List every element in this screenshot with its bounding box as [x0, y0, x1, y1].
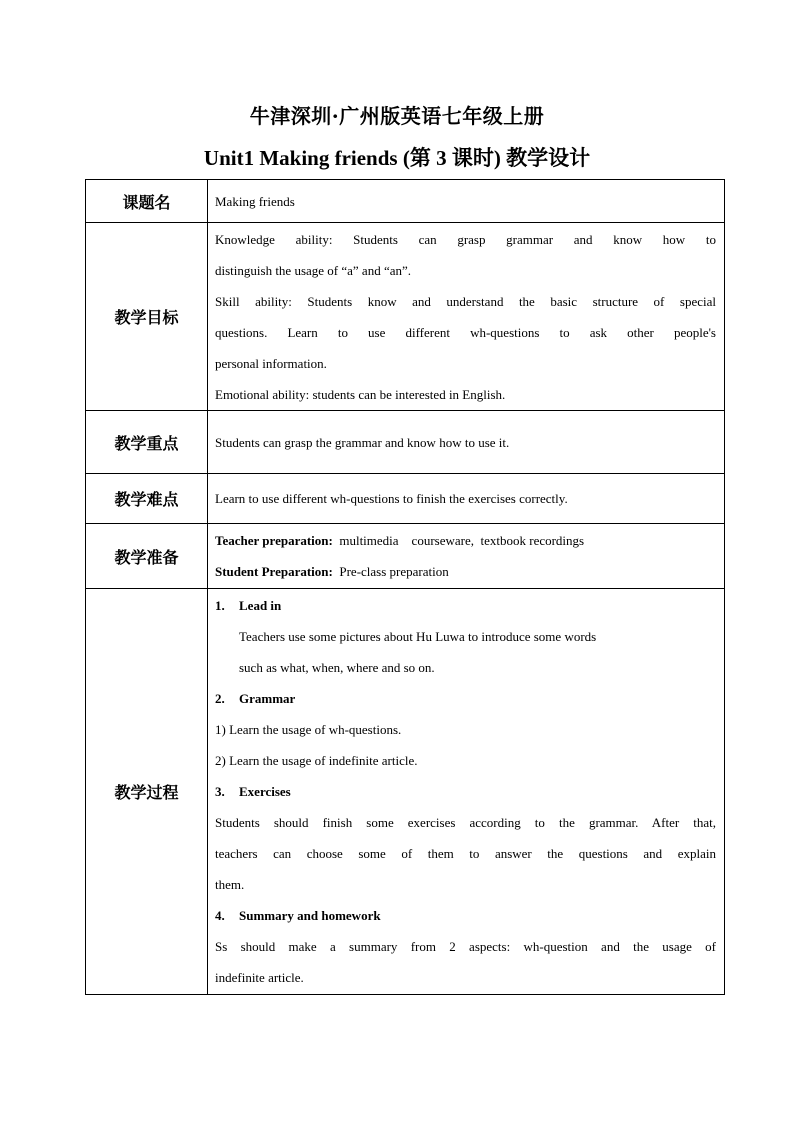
objectives-line: distinguish the usage of “a” and “an”. — [215, 262, 412, 278]
step-line: Teachers use some pictures about Hu Luwa to introduce some words — [239, 629, 597, 644]
step-title: Grammar — [239, 691, 296, 706]
row-content-objectives — [208, 223, 725, 411]
row-content-preparation — [208, 524, 725, 589]
document-subtitle: Unit1 Making friends (第 3 课时) 教学设计 — [203, 146, 591, 170]
row-label-key-points: 教学重点 — [86, 411, 208, 474]
step-title: Lead in — [239, 598, 282, 613]
topic-text: Making friends — [215, 193, 295, 209]
step-line: such as what, when, where and so on. — [239, 660, 435, 675]
row-content-key-points — [208, 411, 725, 474]
row-label-preparation: 教学准备 — [86, 524, 208, 589]
step-line: indefinite article. — [215, 970, 304, 985]
row-content-difficulties — [208, 474, 725, 524]
row-content-topic — [208, 180, 725, 223]
student-preparation-label: Student Preparation: — [215, 564, 333, 579]
table-row-key-points — [86, 411, 725, 474]
step-number: 3. — [215, 784, 225, 799]
teacher-preparation-label: Teacher preparation: — [215, 533, 333, 548]
step-heading — [215, 590, 716, 621]
step-heading — [215, 776, 716, 807]
difficulties-text: Learn to use different wh-questions to finish the exercises correctly. — [215, 491, 568, 506]
lesson-plan-table — [85, 179, 725, 995]
step-line: teachers can choose some of them to answer the questions and explain — [215, 846, 716, 861]
step-title: Exercises — [239, 784, 291, 799]
teacher-preparation-text: multimedia courseware, textbook recordings — [332, 533, 585, 548]
step-line: Students should finish some exercises according to the grammar. After that, — [215, 815, 716, 830]
objectives-line: questions. Learn to use different wh-questions to ask other people's — [215, 324, 716, 340]
row-label-topic: 课题名 — [86, 180, 208, 223]
student-preparation — [215, 556, 716, 587]
table-row-topic — [86, 180, 725, 223]
row-label-objectives: 教学目标 — [86, 223, 208, 411]
step-heading — [215, 683, 716, 714]
table-row-difficulties — [86, 474, 725, 524]
objectives-line: Skill ability: Students know and understand the basic structure of special — [215, 293, 716, 309]
table-row-process — [86, 589, 725, 995]
step-number: 1. — [215, 598, 225, 613]
step-title: Summary and homework — [239, 908, 381, 923]
table-row-preparation — [86, 524, 725, 589]
student-preparation-text: Pre-class preparation — [332, 564, 449, 579]
table-row-objectives — [86, 223, 725, 411]
step-number: 2. — [215, 691, 225, 706]
row-label-process: 教学过程 — [86, 589, 208, 995]
row-content-process — [208, 589, 725, 995]
teacher-preparation — [215, 525, 716, 556]
step-line: them. — [215, 877, 245, 892]
objectives-line: personal information. — [215, 355, 327, 371]
document-title: 牛津深圳·广州版英语七年级上册 — [249, 104, 545, 128]
step-number: 4. — [215, 908, 225, 923]
step-line: 2) Learn the usage of indefinite article. — [215, 753, 418, 768]
objectives-line: Knowledge ability: Students can grasp grammar and know how to — [215, 231, 716, 247]
objectives-line: Emotional ability: students can be interested in English. — [215, 386, 506, 402]
row-label-difficulties: 教学难点 — [86, 474, 208, 524]
step-line: Ss should make a summary from 2 aspects: wh-question and the usage of — [215, 939, 716, 954]
step-line: 1) Learn the usage of wh-questions. — [215, 722, 402, 737]
step-heading — [215, 900, 716, 931]
key-points-text: Students can grasp the grammar and know how to use it. — [215, 434, 510, 450]
